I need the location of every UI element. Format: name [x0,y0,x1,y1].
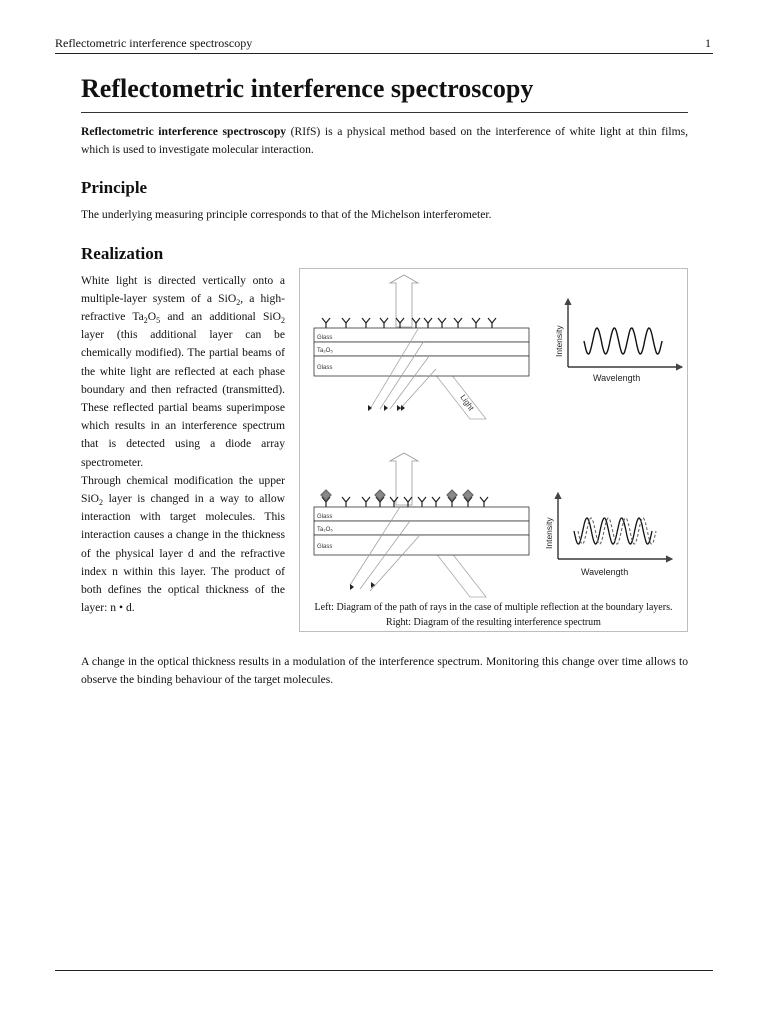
realization-paragraph-final: A change in the optical thickness results in a modulation of the interference spectrum. Monitoring this change over time allows to observe the binding behaviour of the target molecules. [81,654,688,686]
receptor-icon [424,318,432,328]
realization-block [81,272,688,686]
subscript: 2 [143,316,148,326]
spectrum-bottom [544,493,672,577]
caption-line-2: Right: Diagram of the resulting interference spectrum [386,616,601,628]
footer-rule [55,970,713,971]
x-axis-label-bottom: Wavelength [581,566,629,577]
section-heading-realization: Realization [81,243,164,263]
receptor-icon [480,497,488,507]
principle-paragraph: The underlying measuring principle corresponds to that of the Michelson interferometer. [81,208,492,222]
spectrum-top [554,299,682,383]
label-glass-bottom: Glass [317,543,333,550]
receptor-icon [454,318,462,328]
ray-diagram-bottom [314,453,529,597]
receptor-icon [412,318,420,328]
subscript: 5 [156,316,161,326]
receptor-icon [418,497,426,507]
receptor-icon [342,318,350,328]
caption-line-1: Left: Diagram of the path of rays in the case of multiple reflection at the boundary layers. [314,601,673,613]
beam-arrow-up [390,275,418,327]
receptor-icon [396,318,404,328]
figure-caption [300,600,687,630]
figure-diagram [300,269,689,633]
text-run: White light is directed vertically onto a multiple-layer system of a SiO [81,273,285,305]
receptor-icon [362,497,370,507]
receptor-icon [438,318,446,328]
light-label: Light [458,392,476,412]
text-run: , a high-refractive Ta [81,291,285,324]
layer-glass-bottom [314,535,529,555]
layer-ta2o5 [314,521,529,535]
ray-arrowheads [368,405,405,411]
subscript: 2 [99,498,104,508]
layer-glass-top [314,328,529,342]
intro-paragraph [81,123,688,159]
figure [299,268,688,632]
realization-paragraph-1 [81,272,285,472]
layer-glass-top [314,507,529,521]
receptor-row-bound [321,490,488,507]
receptor-icon [380,318,388,328]
text-run: and an additional SiO [160,310,281,324]
text-run: layer is changed in a way to allow interaction with target molecules. This interaction causes a change in the thickness of the physical layer d and the refractive index n within this layer. The product of both defines the optical thickness of the layer: n • d. [81,492,285,615]
label-glass-top: Glass [317,334,333,341]
receptor-row [322,318,496,328]
intro-bold-term: Reflectometric interference spectroscopy [81,125,287,138]
receptor-icon [342,497,350,507]
text-run: Through chemical modification the upper SiO [81,473,285,506]
intro-text: (RIfS) is a physical method based on the interference of white light at thin films, which is used to investigate molecular interaction. [81,125,689,157]
receptor-icon [404,497,412,507]
x-axis-label-top: Wavelength [593,372,641,383]
receptor-icon [322,318,330,328]
page-title: Reflectometric interference spectroscopy [81,72,688,113]
text-run: O [147,310,157,324]
label-ta2o5: Ta₂O₅ [317,526,333,533]
realization-text [81,272,285,618]
label-glass-top: Glass [317,513,333,520]
y-axis-label-top: Intensity [554,324,564,357]
subscript: 2 [236,297,241,307]
y-axis-label-bottom: Intensity [544,516,554,549]
interference-curve-top [584,328,662,354]
receptor-icon [362,318,370,328]
label-glass-bottom: Glass [317,364,333,371]
page-number: 1 [705,36,711,50]
realization-paragraph-2 [81,472,285,618]
text-run: layer (this additional layer can be chemically modified). The partial beams of the white light are reflected at each phase boundary and then refracted (transmitted). These reflected partial beams superimpose which results in an interference spectrum that is detected using a diode array spectrometer. [81,328,285,469]
receptor-icon [432,497,440,507]
running-header [55,36,713,54]
article [81,72,689,686]
layer-ta2o5 [314,342,529,356]
label-ta2o5: Ta₂O₅ [317,347,333,354]
receptor-icon [390,497,398,507]
receptor-icon [488,318,496,328]
ray-diagram-top [314,275,529,419]
section-heading-principle: Principle [81,178,148,198]
running-title: Reflectometric interference spectroscopy [55,36,253,50]
subscript: 2 [281,316,285,326]
receptor-icon [472,318,480,328]
